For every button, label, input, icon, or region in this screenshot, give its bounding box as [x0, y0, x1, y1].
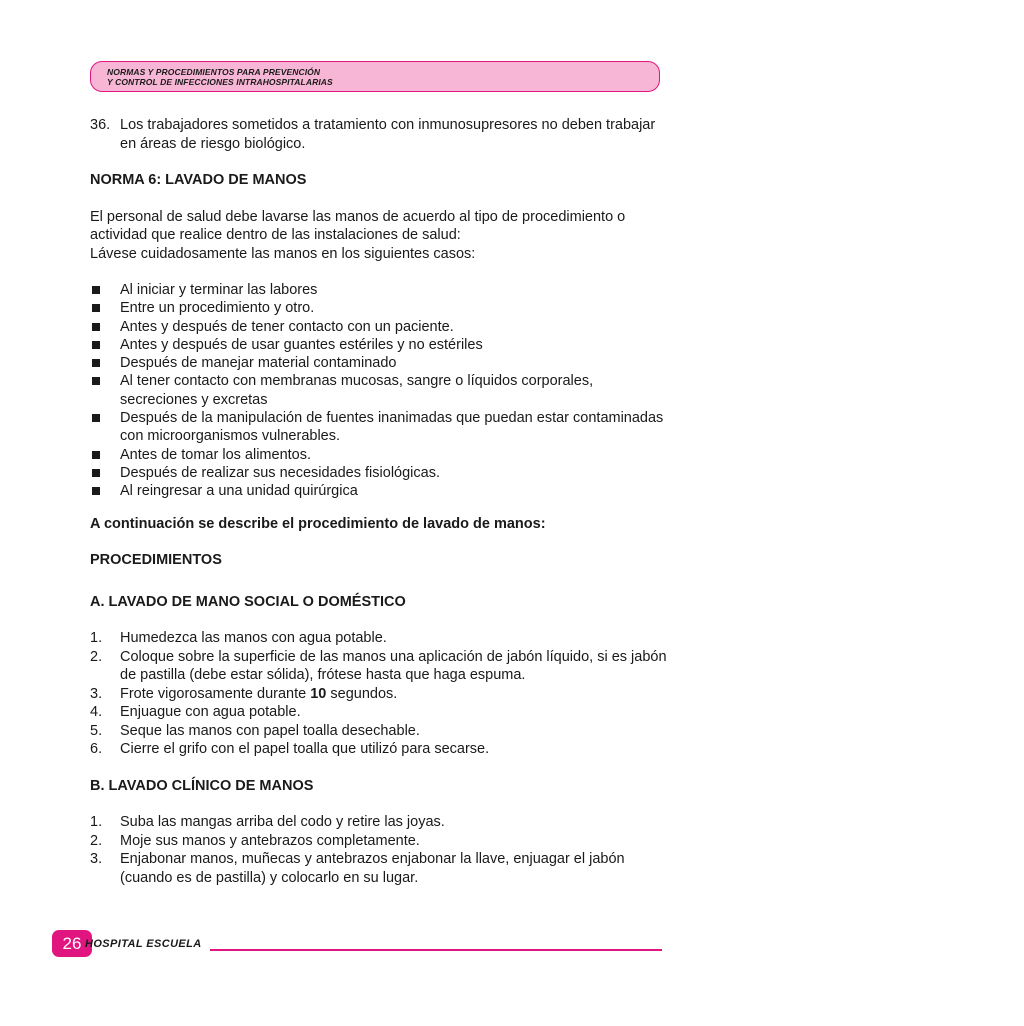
list-item: Después de realizar sus necesidades fisiológicas.: [90, 464, 670, 482]
list-item: 6. Cierre el grifo con el papel toalla que utilizó para secarse.: [90, 741, 490, 758]
list-item: Antes y después de usar guantes estériles y no estériles: [90, 336, 670, 354]
page-number-badge: 26: [52, 930, 92, 957]
header-title-line-2: Y CONTROL DE INFECCIONES INTRAHOSPITALARIAS: [107, 77, 333, 87]
footer-divider: [210, 949, 662, 951]
list-item: 3. Enjabonar manos, muñecas y antebrazos enjabonar la llave, enjuagar el jabón (cuando es de pastilla) y colocarlo en su lugar.: [90, 851, 625, 886]
norma-6-intro: El personal de salud debe lavarse las manos de acuerdo al tipo de procedimiento o actividad que realice dentro de las instalaciones de salud:: [90, 208, 626, 243]
list-item: Después de manejar material contaminado: [90, 354, 670, 372]
item-36-text: Los trabajadores sometidos a tratamiento con inmunosupresores no deben trabajar en áreas de riesgo biológico.: [120, 117, 656, 152]
procedure-intro: A continuación se describe el procedimiento de lavado de manos:: [90, 515, 546, 532]
section-a-title: A. LAVADO DE MANO SOCIAL O DOMÉSTICO: [90, 593, 406, 610]
list-item: Después de la manipulación de fuentes inanimadas que puedan estar contaminadas con microorganismos vulnerables.: [90, 409, 670, 446]
section-b-steps: [90, 813, 670, 887]
list-item: Entre un procedimiento y otro.: [90, 299, 670, 317]
bullet-square-icon: [90, 318, 120, 336]
bullet-square-icon: [90, 299, 120, 317]
section-b-title: B. LAVADO CLÍNICO DE MANOS: [90, 777, 314, 794]
list-item: 5. Seque las manos con papel toalla desechable.: [90, 722, 420, 739]
bullet-square-icon: [90, 354, 120, 372]
section-a-steps: [90, 629, 670, 759]
list-item: 3. Frote vigorosamente durante 10 segundos.: [90, 685, 398, 702]
header-banner: [90, 61, 660, 92]
page-footer: [52, 930, 664, 958]
cases-list: [90, 281, 670, 501]
bullet-square-icon: [90, 281, 120, 299]
bullet-square-icon: [90, 446, 120, 464]
bullet-square-icon: [90, 482, 120, 500]
list-item: 1. Humedezca las manos con agua potable.: [90, 630, 387, 647]
item-36-number: 36.: [90, 117, 111, 133]
list-item: Al reingresar a una unidad quirúrgica: [90, 482, 670, 500]
list-item: Antes y después de tener contacto con un paciente.: [90, 318, 670, 336]
list-item: 2. Moje sus manos y antebrazos completamente.: [90, 832, 420, 849]
bullet-square-icon: [90, 372, 120, 409]
bullet-square-icon: [90, 409, 120, 446]
list-item: 1. Suba las mangas arriba del codo y retire las joyas.: [90, 814, 445, 831]
footer-label: HOSPITAL ESCUELA: [85, 938, 202, 950]
list-item: Al tener contacto con membranas mucosas, sangre o líquidos corporales, secreciones y excretas: [90, 372, 670, 409]
bullet-square-icon: [90, 336, 120, 354]
norma-6-title: NORMA 6: LAVADO DE MANOS: [90, 172, 307, 188]
procedimientos-title: PROCEDIMIENTOS: [90, 552, 222, 569]
item-36: [90, 116, 670, 153]
list-item: Antes de tomar los alimentos.: [90, 446, 670, 464]
header-title-line-1: NORMAS Y PROCEDIMIENTOS PARA PREVENCIÓN: [107, 67, 321, 77]
bullet-square-icon: [90, 464, 120, 482]
list-item: Al iniciar y terminar las labores: [90, 281, 670, 299]
list-item: 2. Coloque sobre la superficie de las manos una aplicación de jabón líquido, si es jabón de pastilla (debe estar sólida), frótese hasta que haga espuma.: [90, 648, 667, 684]
norma-6-intro-2: Lávese cuidadosamente las manos en los siguientes casos:: [90, 245, 476, 262]
list-item: 4. Enjuague con agua potable.: [90, 704, 301, 721]
page-content: [90, 116, 670, 887]
